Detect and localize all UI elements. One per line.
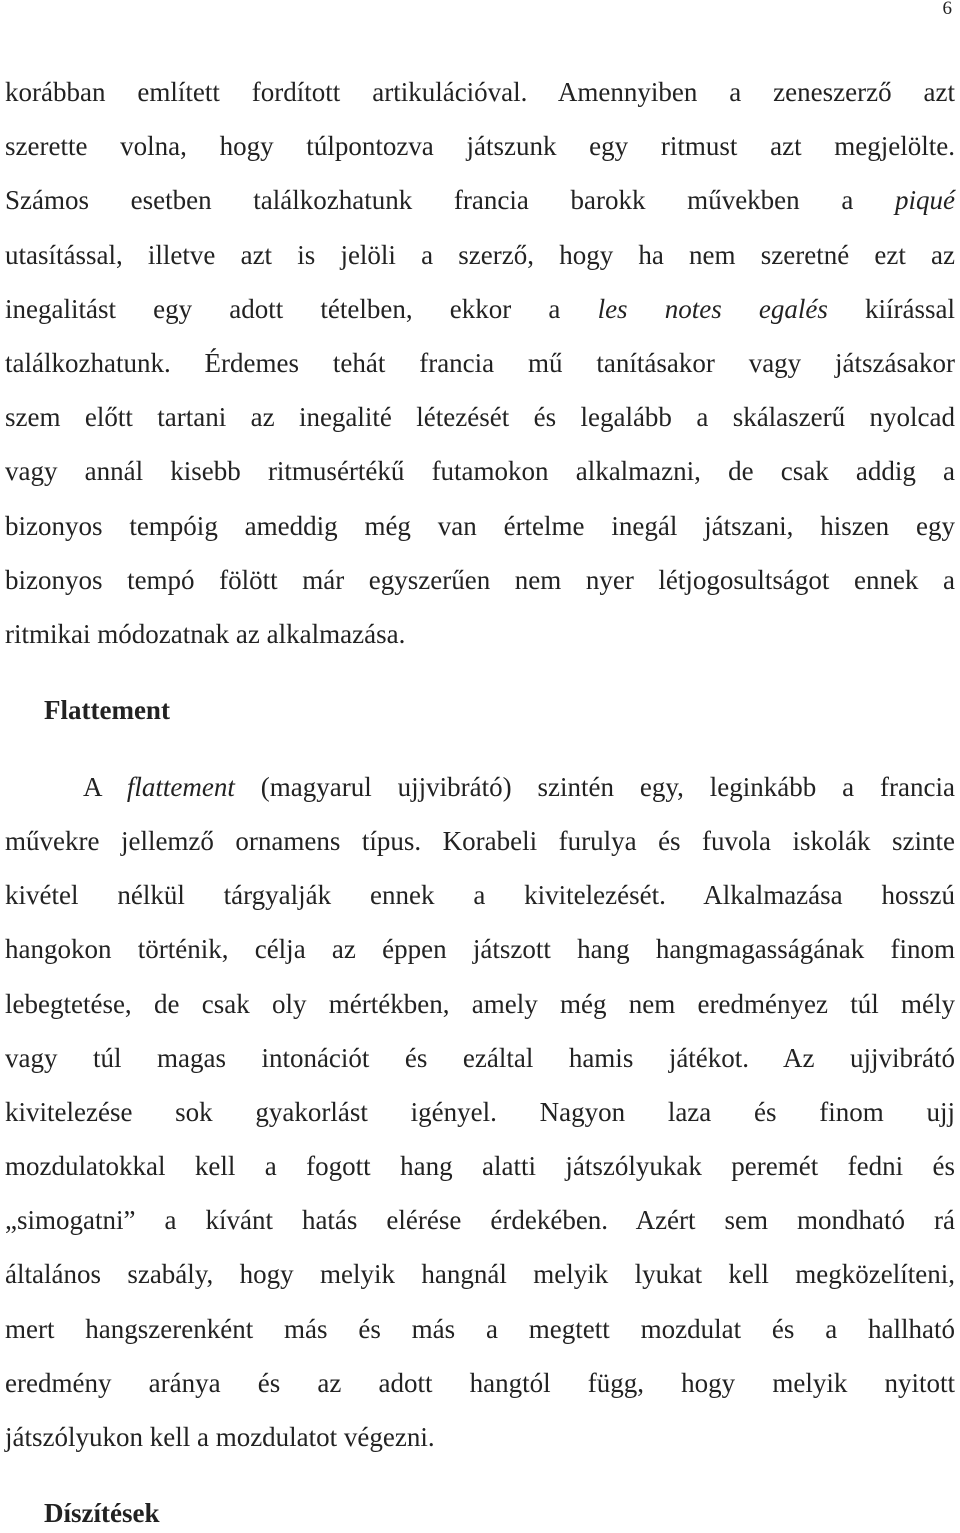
- text-line: szerette volna, hogy túlpontozva játszunk egy ritmust azt megjelölte.: [5, 131, 955, 161]
- text-line: hangokon történik, célja az éppen játszott hang hangmagasságának finom: [5, 934, 955, 964]
- text-line: szem előtt tartani az inegalité létezését és legalább a skálaszerű nyolcad: [5, 402, 955, 432]
- text-line: „simogatni” a kívánt hatás elérése érdekében. Azért sem mondható rá: [5, 1205, 955, 1235]
- page-number: 6: [942, 0, 952, 19]
- text-line: bizonyos tempóig ameddig még van értelme inegál játszani, hiszen egy: [5, 511, 955, 541]
- text-line: [5, 289, 955, 329]
- text-line: mozdulatokkal kell a fogott hang alatti játszólyukak peremét fedni és: [5, 1151, 955, 1181]
- text-line: játszólyukon kell a mozdulatot végezni.: [5, 1422, 435, 1452]
- text-line: [83, 767, 955, 807]
- text-line: utasítással, illetve azt is jelöli a szerző, hogy ha nem szeretné ezt az: [5, 240, 955, 270]
- text-line: kivétel nélkül tárgyalják ennek a kivitelezését. Alkalmazása hosszú: [5, 880, 955, 910]
- text-line: [5, 180, 955, 220]
- text-run: kiírással: [827, 294, 955, 324]
- text-line: művekre jellemző ornamens típus. Korabeli furulya és fuvola iskolák szinte: [5, 826, 955, 856]
- text-line: kivitelezése sok gyakorlást igényel. Nagyon laza és finom ujj: [5, 1097, 955, 1127]
- text-line: eredmény aránya és az adott hangtól függ, hogy melyik nyitott: [5, 1368, 955, 1398]
- section-heading-diszitesek: Díszítések: [44, 1498, 160, 1528]
- text-line: vagy annál kisebb ritmusértékű futamokon alkalmazni, de csak addig a: [5, 456, 955, 486]
- text-run: A: [83, 772, 127, 802]
- text-line: találkozhatunk. Érdemes tehát francia mű tanításakor vagy játszásakor: [5, 348, 955, 378]
- text-run: inegalitást egy adott tételben, ekkor a: [5, 294, 598, 324]
- text-line: vagy túl magas intonációt és ezáltal hamis játékot. Az ujjvibrátó: [5, 1043, 955, 1073]
- text-line: ritmikai módozatnak az alkalmazása.: [5, 619, 406, 649]
- italic-term: flattement: [126, 772, 235, 802]
- text-line: mert hangszerenként más és más a megtett mozdulat és a hallható: [5, 1314, 955, 1344]
- italic-term: les notes egalés: [597, 294, 828, 324]
- italic-term: piqué: [895, 185, 955, 215]
- text-line: korábban említett fordított artikulációval. Amennyiben a zeneszerző azt: [5, 77, 955, 107]
- text-run: (magyarul ujjvibrátó) szintén egy, leginkább a francia: [234, 772, 955, 802]
- text-line: általános szabály, hogy melyik hangnál melyik lyukat kell megközelíteni,: [5, 1259, 955, 1289]
- section-heading-flattement: Flattement: [44, 695, 170, 725]
- text-run: Számos esetben találkozhatunk francia barokk művekben a: [5, 185, 895, 215]
- text-line: bizonyos tempó fölött már egyszerűen nem nyer létjogosultságot ennek a: [5, 565, 955, 595]
- text-line: lebegtetése, de csak oly mértékben, amely még nem eredményez túl mély: [5, 989, 955, 1019]
